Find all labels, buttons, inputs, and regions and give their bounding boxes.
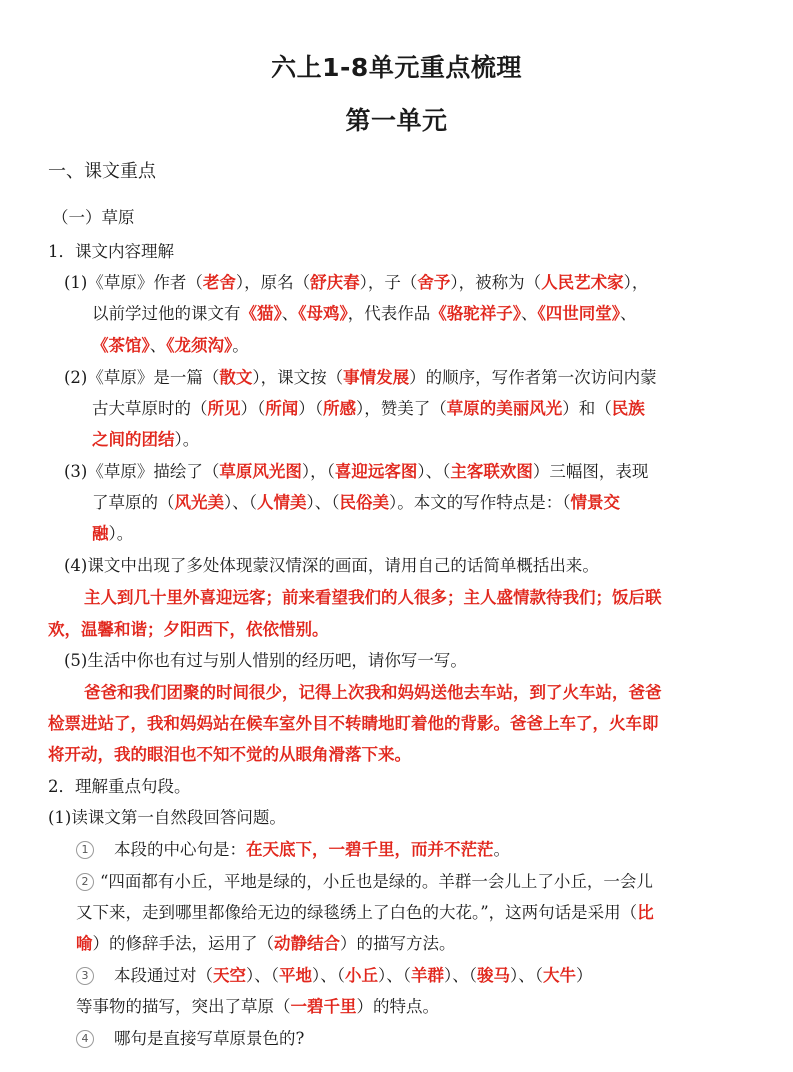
item-1-line-3: 《茶馆》、《龙须沟》。 <box>92 336 249 355</box>
answer: 喻 <box>76 934 93 953</box>
answer: 情景交 <box>570 493 620 512</box>
answer: 《四世同堂》 <box>537 304 620 323</box>
answer: 《骆驼祥子》 <box>430 304 521 323</box>
answer: 比 <box>637 903 654 922</box>
item-1-line-2: 以前学过他的课文有《猫》、《母鸡》，代表作品《骆驼祥子》、《四世同堂》、 <box>92 304 637 323</box>
lesson-heading: （一）草原 <box>52 208 135 227</box>
answer: 在天底下，一碧千里，而并不茫茫 <box>246 840 494 859</box>
answer: 所感 <box>323 399 356 418</box>
answer: 民俗美 <box>339 493 389 512</box>
sub-item-2-line-2: 又下来，走到哪里都像给无边的绿毯绣上了白色的大花。”，这两句话是采用（比 <box>76 903 654 922</box>
unit-title: 第一单元 <box>345 106 448 135</box>
answer: 所闻 <box>265 399 299 418</box>
circled-number: 4 <box>76 1030 94 1048</box>
document-title: 六上1-8单元重点梳理 <box>271 53 522 82</box>
answer: 喜迎远客图 <box>334 462 418 481</box>
answer: 所见 <box>207 399 241 418</box>
answer: 之间的团结 <box>92 430 175 449</box>
answer: 舍予 <box>417 273 451 292</box>
answer: 草原风光图 <box>219 462 302 481</box>
answer: 舒庆春 <box>310 273 360 292</box>
item-5-answer-line-3: 将开动，我的眼泪也不知不觉的从眼角滑落下来。 <box>48 745 411 764</box>
answer: 主客联欢图 <box>450 462 533 481</box>
answer: 散文 <box>219 368 253 387</box>
answer: 草原的美丽风光 <box>446 399 563 418</box>
sub-item-3-line-2: 等事物的描写，突出了草原（一碧千里）的特点。 <box>76 997 439 1016</box>
answer: 动静结合 <box>274 934 340 953</box>
sub-question-heading: (1)读课文第一自然段回答问题。 <box>48 808 286 827</box>
item-3-line-1: (3)《草原》描绘了（草原风光图），（喜迎远客图）、（主客联欢图）三幅图，表现 <box>64 462 649 481</box>
answer: 《龙须沟》 <box>166 336 233 355</box>
item-1-line-1: (1)《草原》作者（老舍），原名（舒庆春），子（舍予），被称为（人民艺术家）， <box>64 273 649 292</box>
item-4-question: (4)课文中出现了多处体现蒙汉情深的画面，请用自己的话简单概括出来。 <box>64 556 599 575</box>
item-3-line-3: 融）。 <box>92 524 134 543</box>
answer: 事情发展 <box>343 368 410 387</box>
answer: 《母鸡》 <box>298 304 348 323</box>
question-heading: 1．课文内容理解 <box>48 242 174 261</box>
answer: 老舍 <box>202 273 236 292</box>
answer: 平地 <box>279 966 312 985</box>
answer: 风光美 <box>174 493 224 512</box>
item-4-answer-line-2: 欢，温馨和谐；夕阳西下，依依惜别。 <box>48 620 329 639</box>
answer: 骏马 <box>477 966 510 985</box>
item-3-line-2: 了草原的（风光美）、（人情美）、（民俗美）。本文的写作特点是：（情景交 <box>92 493 620 512</box>
answer: 《茶馆》 <box>92 336 150 355</box>
sub-item-2-line-3: 喻）的修辞手法，运用了（动静结合）的描写方法。 <box>76 934 456 953</box>
answer: 小丘 <box>345 966 378 985</box>
sub-item-3-line-1: 3 本段通过对（天空）、（平地）、（小丘）、（羊群）、（骏马）、（大牛） <box>76 966 593 986</box>
sub-item-4: 4 哪句是直接写草原景色的? <box>76 1029 304 1049</box>
item-5-answer-line-1: 爸爸和我们团聚的时间很少，记得上次我和妈妈送他去车站，到了火车站，爸爸 <box>84 683 662 702</box>
answer: 天空 <box>213 966 246 985</box>
item-2-line-2: 古大草原时的（所见）（所闻）（所感），赞美了（草原的美丽风光）和（民族 <box>92 399 645 418</box>
circled-number: 3 <box>76 967 94 985</box>
answer: 融 <box>92 524 109 543</box>
answer: 大牛 <box>543 966 576 985</box>
question-heading-2: 2．理解重点句段。 <box>48 777 191 796</box>
circled-number: 1 <box>76 841 94 859</box>
item-4-answer-line-1: 主人到几十里外喜迎远客；前来看望我们的人很多；主人盛情款待我们；饭后联 <box>84 588 662 607</box>
item-5-question: (5)生活中你也有过与别人惜别的经历吧，请你写一写。 <box>64 651 467 670</box>
section-heading: 一、课文重点 <box>48 161 156 182</box>
sub-item-2-line-1: 2 “四面都有小丘，平地是绿的，小丘也是绿的。羊群一会儿上了小丘，一会儿 <box>76 872 653 892</box>
item-2-line-3: 之间的团结）。 <box>92 430 200 449</box>
answer: 民族 <box>611 399 645 418</box>
circled-number: 2 <box>76 873 94 891</box>
answer: 一碧千里 <box>290 997 357 1016</box>
item-5-answer-line-2: 检票进站了，我和妈妈站在候车室外目不转睛地盯着他的背影。爸爸上车了，火车即 <box>48 714 659 733</box>
answer: 羊群 <box>411 966 444 985</box>
answer: 人民艺术家 <box>541 273 624 292</box>
answer: 人情美 <box>257 493 307 512</box>
answer: 《猫》 <box>240 304 282 323</box>
item-2-line-1: (2)《草原》是一篇（散文），课文按（事情发展）的顺序，写作者第一次访问内蒙 <box>64 368 657 387</box>
sub-item-1: 1 本段的中心句是：在天底下，一碧千里，而并不茫茫。 <box>76 840 510 860</box>
